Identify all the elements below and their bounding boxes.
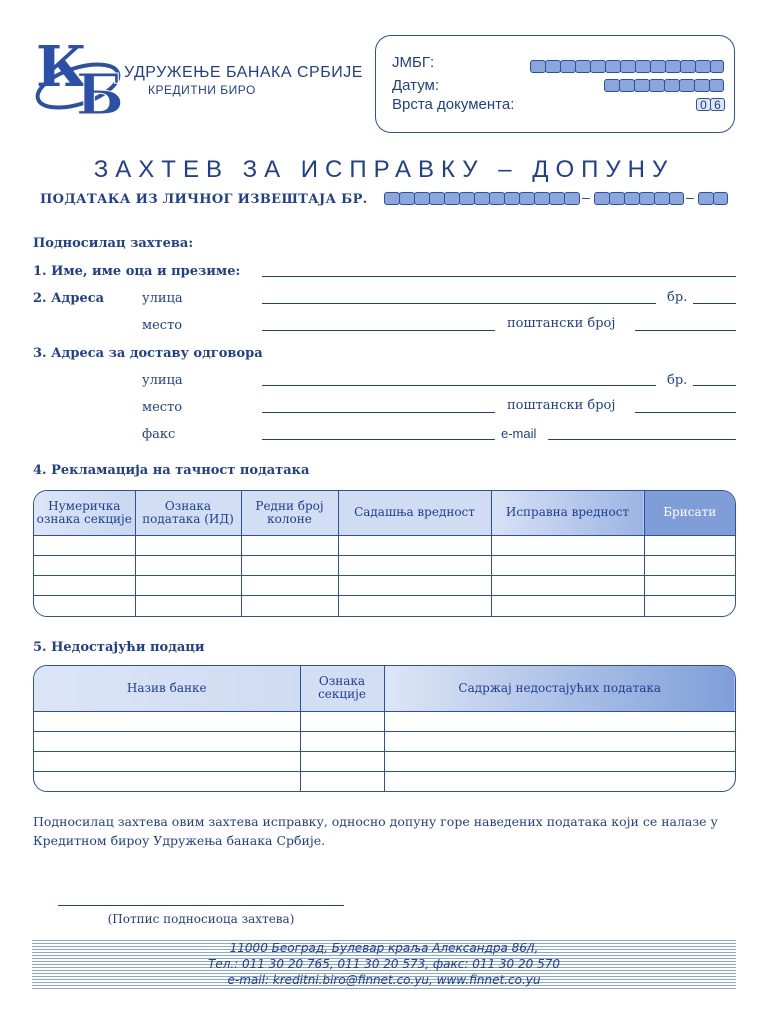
table-cell[interactable]	[135, 595, 241, 616]
col-header: Редни број колоне	[241, 491, 338, 535]
table-cell[interactable]	[384, 711, 735, 731]
table-cell[interactable]	[34, 731, 300, 751]
footer-address: 11000 Београд, Булевар краља Александра 86/I,	[229, 941, 539, 955]
jmbg-label: ЈМБГ:	[392, 54, 435, 71]
table-cell[interactable]	[338, 535, 491, 555]
footer-phones: Тел.: 011 30 20 765, 011 30 20 573, факс: 011 30 20 570	[207, 957, 560, 971]
table-cell[interactable]	[491, 595, 644, 616]
table-cell[interactable]	[34, 771, 300, 791]
table-cell[interactable]	[135, 575, 241, 595]
table-cell[interactable]	[300, 751, 384, 771]
table-row	[34, 751, 735, 771]
org-name: УДРУЖЕЊЕ БАНАКА СРБИЈЕ	[124, 64, 363, 81]
place2-field[interactable]	[262, 400, 495, 413]
table-cell[interactable]	[34, 575, 135, 595]
correction-table	[33, 490, 736, 617]
table-cell[interactable]	[34, 535, 135, 555]
item3-label: 3. Адреса за доставу одговора	[33, 346, 263, 361]
page-subtitle: ПОДАТАКА ИЗ ЛИЧНОГ ИЗВЕШТАЈА БР.	[40, 192, 368, 207]
signature-caption: (Потпис подносиоца захтева)	[107, 912, 295, 926]
table-cell[interactable]	[491, 575, 644, 595]
table-cell[interactable]	[34, 595, 135, 616]
col-header: Садржај недостајућих података	[384, 666, 735, 711]
logo-mark-icon	[34, 34, 130, 120]
item2-label: 2. Адреса	[33, 291, 105, 306]
table-row	[34, 595, 735, 616]
org-subtitle: КРЕДИТНИ БИРО	[148, 83, 256, 97]
table-cell[interactable]	[135, 555, 241, 575]
table-cell[interactable]	[491, 555, 644, 575]
street-field[interactable]	[262, 291, 656, 304]
report-number-cells[interactable]	[384, 189, 729, 207]
table-cell[interactable]	[644, 555, 735, 575]
full-name-field[interactable]	[262, 264, 736, 277]
fax-label: факс	[142, 427, 176, 442]
table-cell[interactable]	[338, 575, 491, 595]
table-row	[34, 731, 735, 751]
correction-table-header	[34, 491, 735, 535]
missing-data-table	[33, 665, 736, 792]
table-cell[interactable]	[338, 555, 491, 575]
col-header: Нумеричка ознака секције	[34, 491, 135, 535]
table-cell[interactable]	[338, 595, 491, 616]
table-cell[interactable]	[241, 535, 338, 555]
table-cell[interactable]	[644, 575, 735, 595]
col-header: Брисати	[644, 491, 735, 535]
street-label: улица	[142, 291, 183, 306]
table-cell[interactable]	[135, 535, 241, 555]
footer-contacts: e-mail: kreditni.biro@finnet.co.yu, www.finnet.co.yu	[227, 973, 541, 987]
applicant-heading: Подносилац захтева:	[33, 236, 194, 251]
place2-label: место	[142, 400, 183, 415]
date-label: Датум:	[392, 77, 440, 94]
fax-field[interactable]	[262, 427, 495, 440]
table-cell[interactable]	[34, 751, 300, 771]
table-cell[interactable]	[241, 595, 338, 616]
number-label: бр.	[667, 290, 688, 305]
section4-heading: 4. Рекламација на тачност података	[33, 463, 310, 478]
separator-dash: –	[686, 189, 694, 205]
place-field[interactable]	[262, 318, 495, 331]
separator-dash: –	[582, 189, 590, 205]
page-title: ЗАХТЕВ ЗА ИСПРАВКУ – ДОПУНУ	[93, 156, 675, 183]
table-cell[interactable]	[241, 575, 338, 595]
table-cell[interactable]	[300, 771, 384, 791]
table-cell[interactable]	[384, 771, 735, 791]
col-header: Назив банке	[34, 666, 300, 711]
doc-type-digit: 0	[696, 98, 711, 111]
postal-label: поштански број	[507, 316, 616, 331]
postal2-label: поштански број	[507, 398, 616, 413]
col-header: Исправна вредност	[491, 491, 644, 535]
col-header: Ознака податакa (ИД)	[135, 491, 241, 535]
table-row	[34, 711, 735, 731]
col-header: Садашња вредност	[338, 491, 491, 535]
street2-label: улица	[142, 373, 183, 388]
place-label: место	[142, 318, 183, 333]
logo	[34, 34, 130, 120]
doc-type-digit: 6	[710, 98, 725, 111]
jmbg-cells[interactable]	[530, 60, 724, 75]
signature-field[interactable]	[58, 895, 344, 906]
table-row	[34, 555, 735, 575]
street2-field[interactable]	[262, 373, 656, 386]
col-header: Ознака секције	[300, 666, 384, 711]
email-field[interactable]	[548, 427, 736, 440]
table-row	[34, 535, 735, 555]
logo-letter-b: Б	[76, 62, 124, 120]
table-cell[interactable]	[34, 711, 300, 731]
table-cell[interactable]	[384, 731, 735, 751]
email-label: e-mail	[501, 426, 537, 441]
number2-label: бр.	[667, 373, 688, 388]
doc-type-cells	[696, 98, 724, 113]
missing-table-header	[34, 666, 735, 711]
number-field[interactable]	[693, 291, 736, 304]
logo-letter-k: К	[36, 34, 87, 100]
statement-text: Подносилац захтева овим захтева исправку, односно допуну горе наведених података који се налазе у Кредитном бироу Удружења банака Србије.	[33, 814, 718, 848]
postal-field[interactable]	[635, 318, 736, 331]
table-cell[interactable]	[241, 555, 338, 575]
id-box	[375, 35, 735, 133]
table-row	[34, 575, 735, 595]
table-cell[interactable]	[34, 555, 135, 575]
table-cell[interactable]	[300, 731, 384, 751]
doc-type-label: Врста документа:	[392, 96, 515, 113]
table-cell[interactable]	[491, 535, 644, 555]
section5-heading: 5. Недостајући подаци	[33, 640, 205, 655]
table-cell[interactable]	[300, 711, 384, 731]
table-cell[interactable]	[384, 751, 735, 771]
number2-field[interactable]	[693, 373, 736, 386]
item1-label: 1. Име, име оца и презиме:	[33, 264, 241, 279]
postal2-field[interactable]	[635, 400, 736, 413]
date-cells[interactable]	[604, 79, 724, 94]
table-cell[interactable]	[644, 535, 735, 555]
table-cell[interactable]	[644, 595, 735, 616]
table-row	[34, 771, 735, 791]
